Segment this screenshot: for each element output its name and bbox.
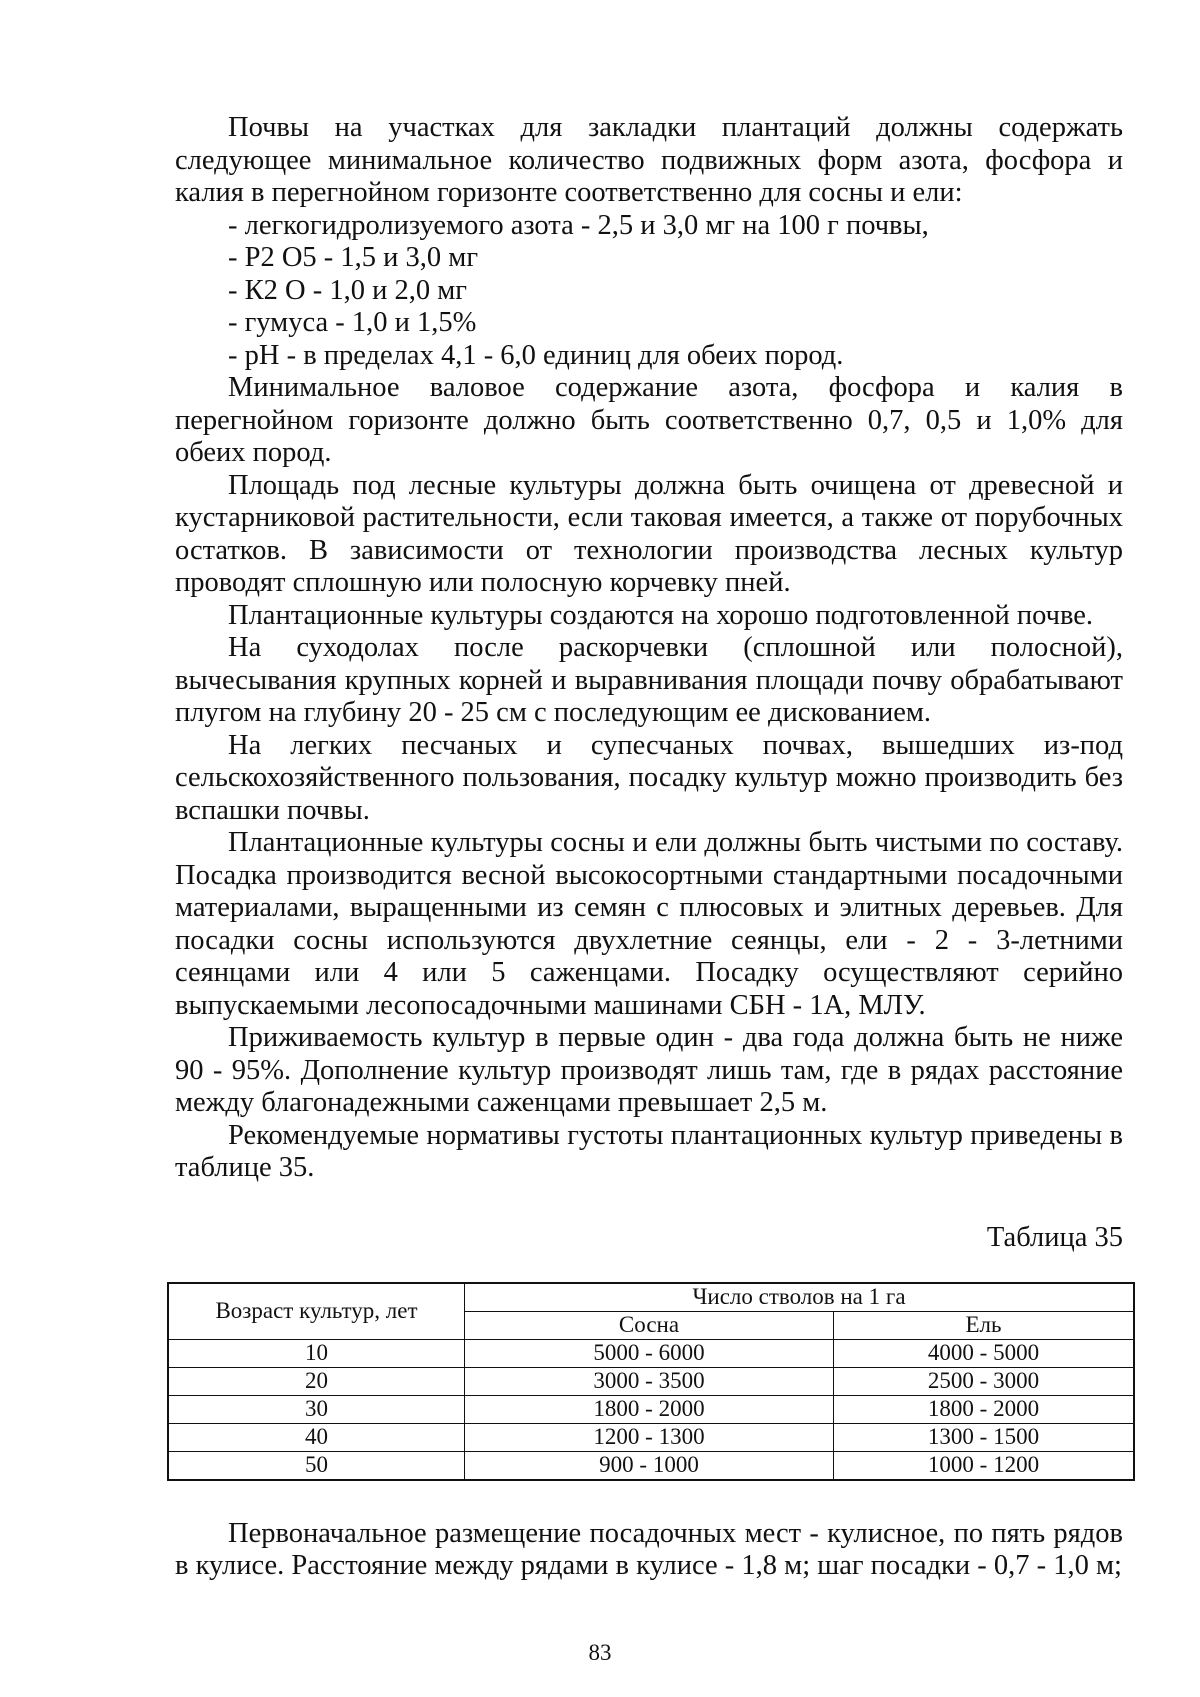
cell-spruce: 1800 - 2000 — [834, 1395, 1135, 1423]
density-table — [167, 1282, 1135, 1481]
cell-pine: 1200 - 1300 — [465, 1423, 834, 1451]
paragraph-site-clearing: Площадь под лесные культуры должна быть очищена от древесной и кустарниковой растительности, если таковая имеется, а также от порубочных остатков. В зависимости от технологии производства лесных культур проводят сплошную или полосную корчевку пней. — [175, 469, 1123, 598]
table-row — [168, 1339, 1134, 1367]
table-row — [168, 1451, 1134, 1480]
table-caption: Таблица 35 — [986, 1221, 1123, 1253]
list-item-humus: - гумуса - 1,0 и 1,5% — [228, 307, 477, 338]
paragraph-soil-preparation: Плантационные культуры создаются на хорошо подготовленной почве. — [228, 599, 1094, 631]
page-number: 83 — [588, 1640, 612, 1665]
cell-age: 10 — [168, 1339, 465, 1367]
table-row — [168, 1395, 1134, 1423]
paragraph-table-reference: Рекомендуемые нормативы густоты плантационных культур приведены в таблице 35. — [175, 1119, 1123, 1183]
table-row — [168, 1423, 1134, 1451]
paragraph-gross-content: Минимальное валовое содержание азота, фосфора и калия в перегнойном горизонте должно быть соответственно 0,7, 0,5 и 1,0% для обеих пород. — [175, 372, 1123, 468]
cell-spruce: 1300 - 1500 — [834, 1423, 1135, 1451]
cell-age: 40 — [168, 1423, 465, 1451]
paragraph-planting: Плантационные культуры сосны и ели должны быть чистыми по составу. Посадка производится весной высокосортными стандартными посадочными материалами, выращенными из семян с плюсовых и элитных деревьев. Для посадки сосны используются двухлетние сеянцы, ели - 2 - 3-летними сеянцами или 4 или 5 саженцами. Посадку осуществляют серийно выпускаемыми лесопосадочными машинами СБН - 1А, МЛУ. — [175, 827, 1123, 1021]
cell-spruce: 1000 - 1200 — [834, 1451, 1135, 1480]
paragraph-placement: Первоначальное размещение посадочных мест - кулисное, по пять рядов в кулисе. Расстояние между рядами в кулисе - 1,8 м; шаг посадки - 0,7 - 1,0 м; — [175, 1517, 1123, 1581]
cell-pine: 5000 - 6000 — [465, 1339, 834, 1367]
document-page — [175, 112, 1123, 1583]
list-item-ph: - рН - в пределах 4,1 - 6,0 единиц для обеих пород. — [228, 339, 844, 371]
cell-age: 50 — [168, 1451, 465, 1480]
table-header-row — [168, 1283, 1134, 1312]
paragraph-light-soils: На легких песчаных и супесчаных почвах, вышедших из-под сельскохозяйственного пользования, посадку культур можно производить без вспашки почвы. — [175, 729, 1123, 826]
paragraph-soil-nutrients: Почвы на участках для закладки плантаций должны содержать следующее минимальное количество подвижных форм азота, фосфора и калия в перегнойном горизонте соответственно для сосны и ели: — [175, 112, 1123, 208]
header-age: Возраст культур, лет — [168, 1283, 465, 1340]
cell-spruce: 4000 - 5000 — [834, 1339, 1135, 1367]
paragraph-dry-valleys: На суходолах после раскорчевки (сплошной или полосной), вычесывания крупных корней и выравнивания площади почву обрабатывают плугом на глубину 20 - 25 см с последующим ее дискованием. — [175, 632, 1123, 728]
list-item-potassium: - К2 О - 1,0 и 2,0 мг — [228, 274, 467, 306]
cell-spruce: 2500 - 3000 — [834, 1367, 1135, 1395]
table-row — [168, 1367, 1134, 1395]
paragraph-survival: Приживаемость культур в первые один - два года должна быть не ниже 90 - 95%. Дополнение культур производят лишь там, где в рядах расстояние между благонадежными саженцами превышает 2,5 м. — [175, 1022, 1123, 1118]
cell-pine: 3000 - 3500 — [465, 1367, 834, 1395]
list-item-nitrogen: - легкогидролизуемого азота - 2,5 и 3,0 мг на 100 г почвы, — [228, 209, 929, 241]
header-pine: Сосна — [465, 1311, 834, 1339]
cell-pine: 900 - 1000 — [465, 1451, 834, 1480]
header-spruce: Ель — [834, 1311, 1135, 1339]
cell-age: 30 — [168, 1395, 465, 1423]
list-item-phosphorus: - Р2 О5 - 1,5 и 3,0 мг — [228, 242, 479, 273]
header-stem-count: Число стволов на 1 га — [465, 1283, 1135, 1312]
cell-age: 20 — [168, 1367, 465, 1395]
cell-pine: 1800 - 2000 — [465, 1395, 834, 1423]
